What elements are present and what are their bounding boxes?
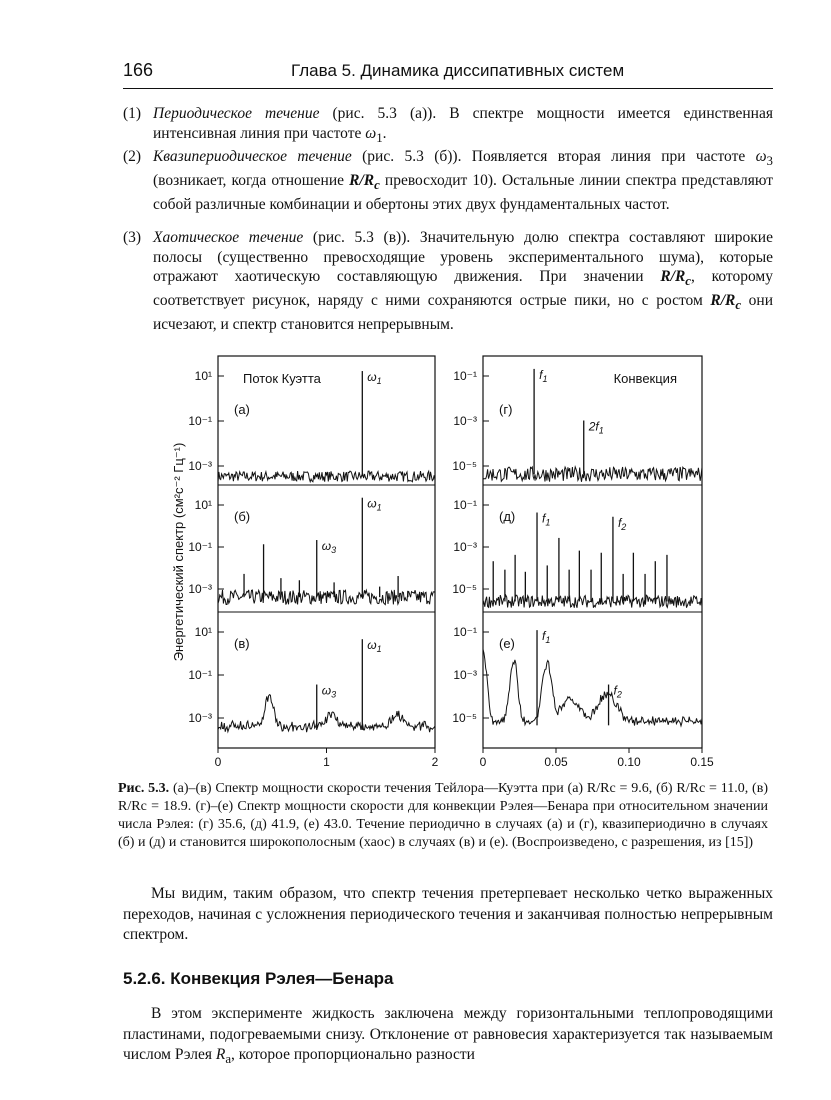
subscript: c (735, 297, 742, 313)
caption-label: Рис. 5.3. (118, 781, 170, 796)
list-number: (2) (123, 148, 142, 165)
running-title: Глава 5. Динамика диссипативных систем (291, 61, 625, 80)
convection-x-tick-label: 0.05 (544, 755, 568, 769)
convection-spectrum-trace (483, 595, 702, 608)
subscript: c (374, 176, 380, 192)
list-number: (3) (123, 229, 142, 246)
y-axis-label: Энергетический спектр (см²с⁻² Гц⁻¹) (171, 442, 186, 662)
text-fragment: , которому соответствует рисунок, наряду с ними сохраняются острые пики, но с ростом (153, 268, 773, 310)
convection-title: Конвекция (613, 371, 677, 386)
paragraph: Мы видим, таким образом, что спектр течения претерпевает несколько четко выраженных переходов, начиная с усложнения периодического течения и заканчивая полностью непрерывным спектром. (123, 885, 773, 943)
symbol: ω (755, 148, 767, 165)
convection-peak-label: $f_1$ (542, 629, 551, 646)
couette-y-tick-label: 10¹ (194, 625, 212, 639)
couette-peak-label: $\omega_3$ (321, 539, 337, 556)
couette-panel-label: (в) (234, 636, 250, 651)
text-fragment: . (382, 124, 387, 142)
convection-panel-label: (д) (499, 509, 516, 524)
couette-panel-label: (б) (234, 509, 251, 524)
convection-y-tick-label: 10⁻¹ (453, 498, 477, 512)
text-fragment: (рис. 5.3 (б)). Появляется вторая линия при частоте (351, 148, 756, 165)
text-fragment: , которое пропорционально разности (231, 1046, 475, 1063)
term: Квазипериодическое течение (153, 148, 352, 165)
convection-panel-label: (г) (499, 402, 513, 417)
convection-y-tick-label: 10⁻³ (453, 414, 477, 428)
couette-panel-label: (а) (234, 402, 250, 417)
convection-x-tick-label: 0.10 (617, 755, 641, 769)
convection-peak-label: $f_1$ (542, 511, 551, 528)
couette-y-tick-label: 10⁻¹ (188, 414, 212, 428)
couette-y-tick-label: 10⁻³ (188, 459, 212, 473)
convection-y-tick-label: 10⁻⁵ (452, 459, 477, 473)
couette-y-tick-label: 10¹ (194, 369, 212, 383)
term: Периодическое течение (153, 105, 320, 122)
symbol: R (215, 1046, 226, 1063)
convection-y-tick-label: 10⁻¹ (453, 625, 477, 639)
convection-frame (483, 356, 702, 748)
ratio: R/R (349, 171, 375, 189)
convection-peak-label: $2f_1$ (588, 419, 604, 436)
couette-y-tick-label: 10⁻³ (188, 711, 212, 725)
convection-x-tick-label: 0 (479, 755, 487, 769)
couette-y-tick-label: 10⁻³ (188, 582, 212, 596)
convection-x-tick-label: 0.15 (690, 755, 714, 769)
convection-peak-label: $f_2$ (613, 683, 622, 700)
paragraph (123, 1004, 773, 1070)
convection-panel-label: (е) (499, 636, 515, 651)
text-fragment: превосходит 10). Остальные линии спектра представляют собой различные комбинации и обертоны этих двух фундаментальных частот. (153, 171, 773, 213)
page-number: 166 (123, 60, 154, 80)
subscript: a (225, 1051, 232, 1067)
couette-peak-label: $\omega_1$ (367, 496, 382, 513)
text-fragment: (рис. 5.3 (в)). Значительную долю спектра составляют широкие полосы (существенно превосходящие уровень экспериментального шума), которые отражают хаотическую составляющую движения. При значении (153, 229, 773, 286)
text-fragment: (возникает, когда отношение (153, 171, 350, 189)
section-heading: 5.2.6. Конвекция Рэлея—Бенара (123, 969, 394, 988)
convection-spectrum-trace (483, 649, 702, 726)
convection-peak-label: $f_1$ (539, 367, 548, 384)
convection-y-tick-label: 10⁻⁵ (452, 711, 477, 725)
ratio: R/R (710, 292, 736, 310)
caption-text: (а)–(в) Спектр мощности скорости течения Тейлора—Куэтта при (а) R/Rc = 9.6, (б) R/Rc = 11.0, (в) R/Rc = 18.9. (г)–(е) Спектр мощности скорости для конвекции Рэлея—Бенара при относительном значении числа Рэлея: (г) 35.6, (д) 41.9, (е) 43.0. Течение периодично в случаях (а) и (г), квазипериодично в случаях (б) и (д) и становится широкополосным (хаос) в случаях (в) и (е). (Воспроизведено, с разрешения, из [15]) (118, 781, 768, 850)
couette-y-tick-label: 10¹ (194, 498, 212, 512)
convection-peak-label: $f_2$ (617, 515, 627, 532)
couette-spectrum-trace (218, 695, 435, 733)
subscript: c (685, 273, 692, 289)
couette-peak-label: $\omega_1$ (367, 370, 382, 387)
convection-spectrum-trace (483, 467, 702, 482)
couette-peak-label: $\omega_3$ (321, 683, 337, 700)
text-fragment: В этом эксперименте жидкость заключена между горизонтальными теплопроводящими пластинами, подогреваемыми снизу. Отклонение от равновесия характеризуется так называемым числом Рэлея (123, 1005, 773, 1063)
couette-title: Поток Куэтта (243, 371, 321, 386)
couette-spectrum-trace (218, 471, 435, 482)
text-fragment: они исчезают, и спектр становится непрерывным. (153, 292, 774, 333)
subscript: 3 (766, 153, 773, 169)
couette-peak-label: $\omega_1$ (367, 638, 382, 655)
ratio: R/R (660, 268, 686, 286)
convection-y-tick-label: 10⁻⁵ (452, 582, 477, 596)
couette-y-tick-label: 10⁻¹ (188, 668, 212, 682)
couette-y-tick-label: 10⁻¹ (188, 540, 212, 554)
figure-caption (118, 780, 768, 852)
convection-y-tick-label: 10⁻³ (453, 668, 477, 682)
term: Хаотическое течение (153, 229, 304, 246)
convection-y-tick-label: 10⁻¹ (453, 369, 477, 383)
subscript: 1 (376, 129, 383, 145)
couette-x-tick-label: 0 (214, 755, 222, 769)
couette-x-tick-label: 1 (323, 755, 330, 769)
text-fragment: (рис. 5.3 (а)). В спектре мощности имеется единственная интенсивная линия при частоте (153, 105, 773, 142)
symbol: ω (365, 124, 377, 142)
list-number: (1) (123, 105, 142, 122)
convection-y-tick-label: 10⁻³ (453, 540, 477, 554)
couette-spectrum-trace (218, 590, 435, 605)
couette-x-tick-label: 2 (431, 755, 439, 769)
